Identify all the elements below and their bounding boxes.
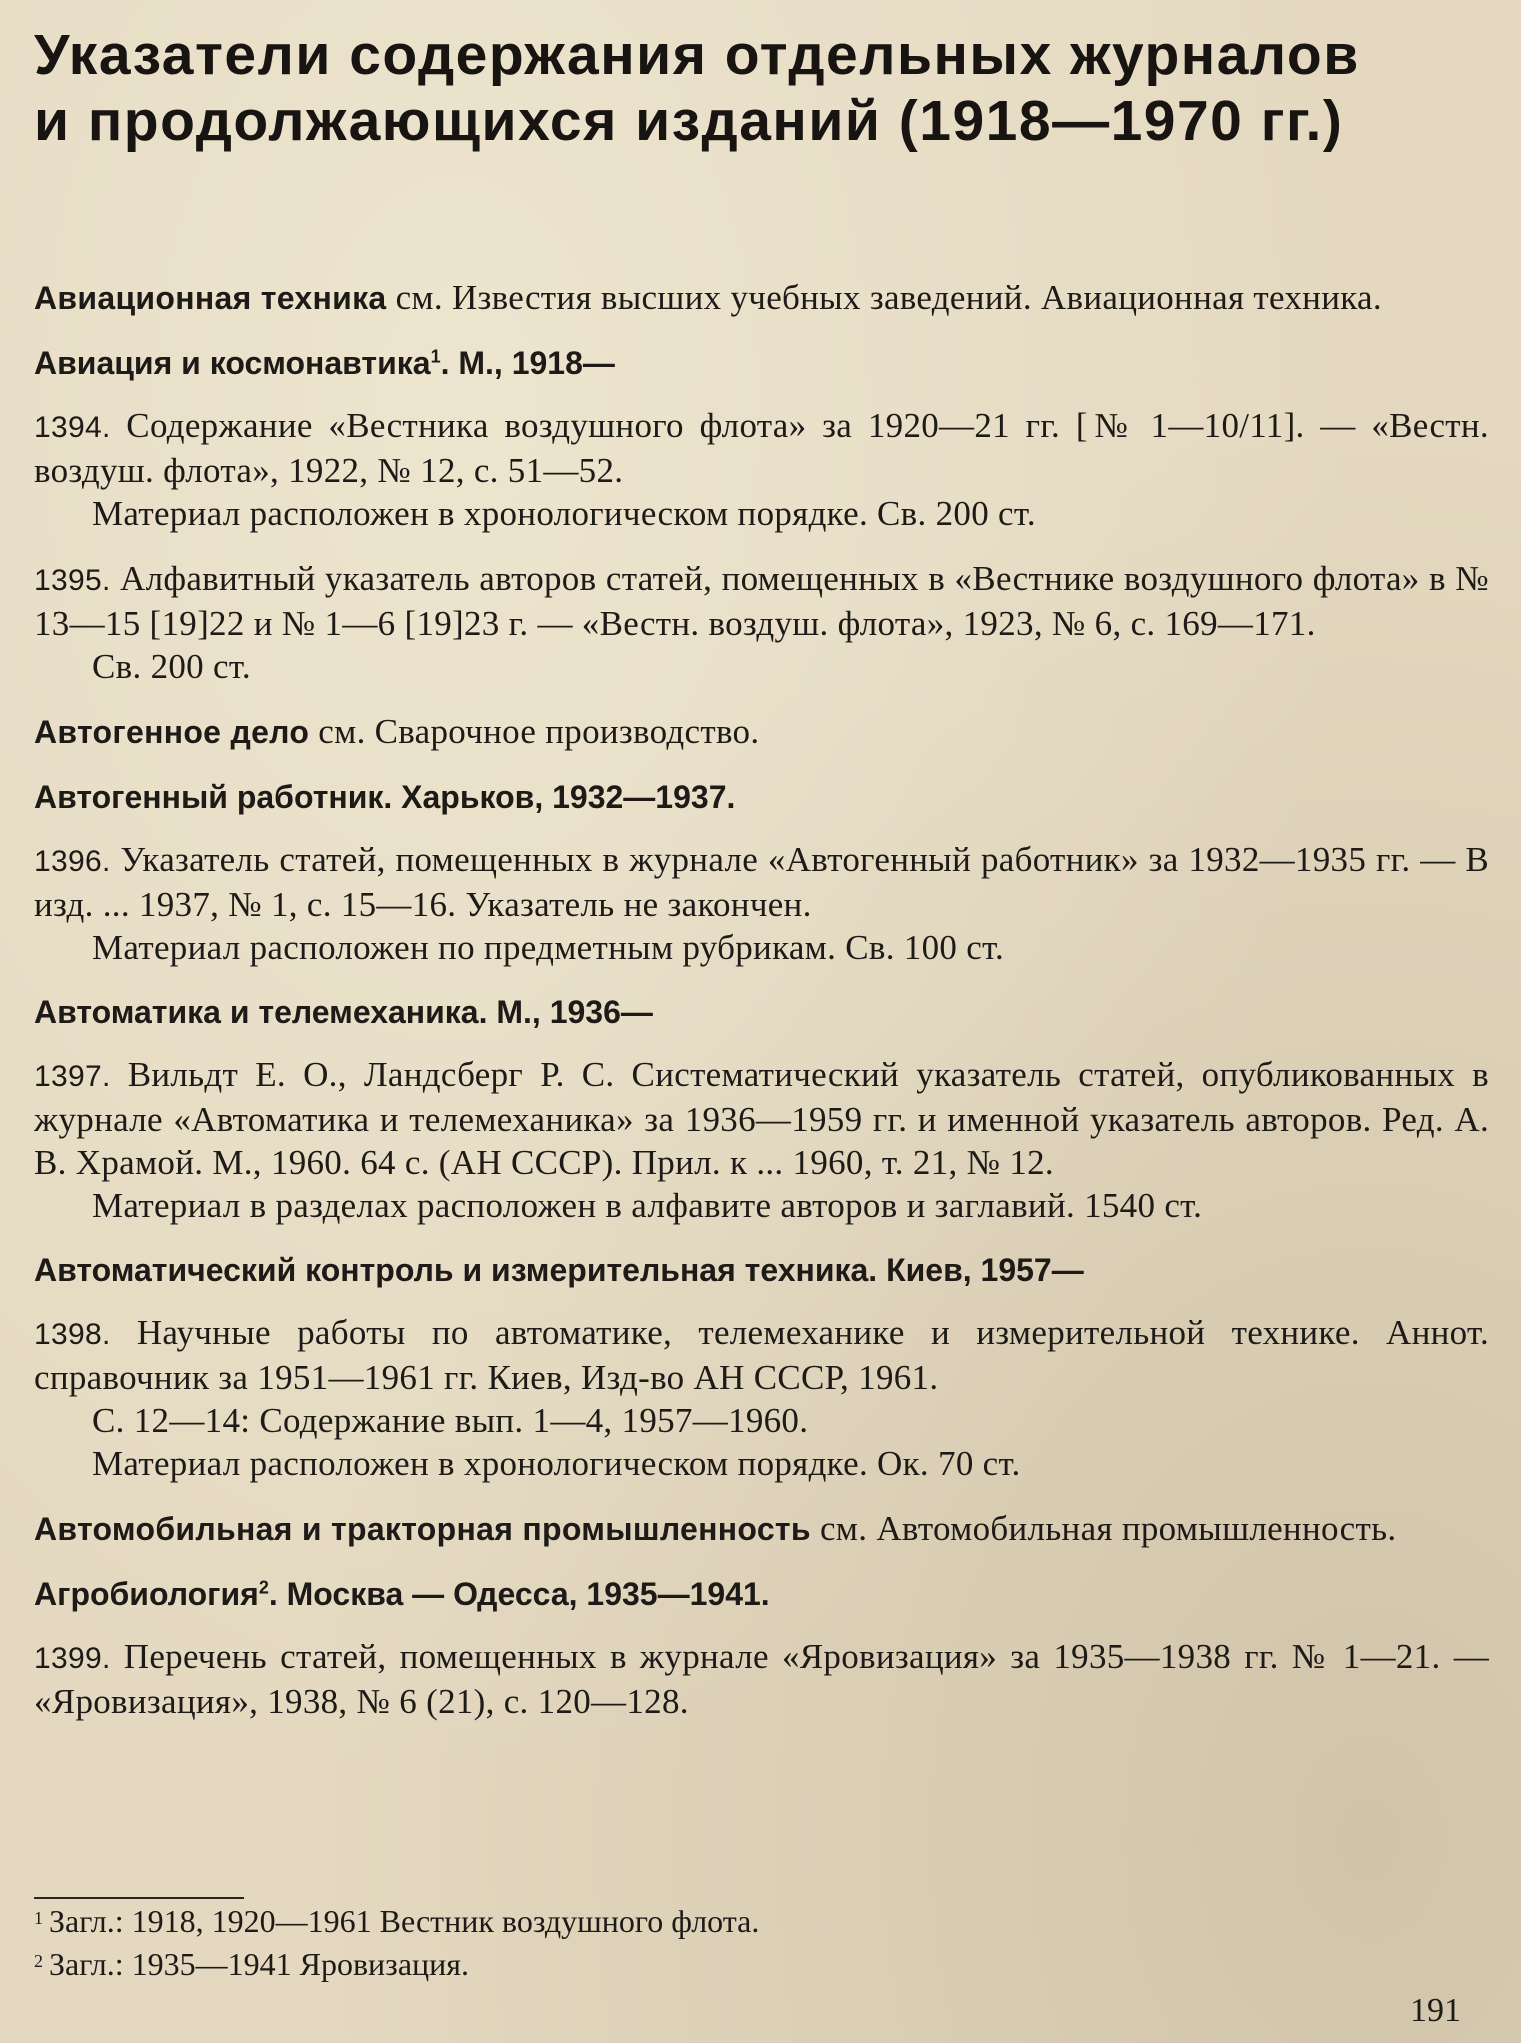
entry-number: 1398. <box>34 1318 111 1351</box>
entry-text: Научные работы по автоматике, телемеханике и измерительной технике. Аннот. справочник за 1951—1961 гг. Киев, Изд-во АН СССР, 1961. <box>34 1313 1489 1397</box>
page-title-line-2: и продолжающихся изданий (1918—1970 гг.) <box>34 89 1344 153</box>
entry-text: Перечень статей, помещенных в журнале «Яровизация» за 1935—1938 гг. № 1—21. — «Яровизация», 1938, № 6 (21), с. 120—128. <box>34 1637 1489 1721</box>
footnote-mark: 2 <box>34 1951 43 1971</box>
journal-heading-title: Авиация и космонавтика <box>34 345 431 381</box>
bibliographic-entry <box>34 1635 1489 1723</box>
journal-heading <box>34 776 1489 818</box>
journal-heading-imprint: . М., 1918— <box>440 345 615 381</box>
entry-number: 1399. <box>34 1642 111 1675</box>
entry-text: Содержание «Вестника воздушного флота» за 1920—21 гг. [№ 1—10/11]. — «Вестн. воздуш. флота», 1922, № 12, с. 51—52. <box>34 406 1489 490</box>
entry-text: Вильдт Е. О., Ландсберг Р. С. Систематический указатель статей, опубликованных в журнале «Автоматика и телемеханика» за 1936—1959 гг. и именной указатель авторов. Ред. А. В. Храмой. М., 1960. 64 с. (АН СССР). Прил. к ... 1960, т. 21, № 12. <box>34 1055 1489 1182</box>
bibliographic-entry <box>34 1053 1489 1184</box>
footnote-text: Загл.: 1935—1941 Яровизация. <box>49 1946 469 1982</box>
entry-annotation: Св. 200 ст. <box>92 647 251 686</box>
journal-heading <box>34 1249 1489 1291</box>
cross-reference <box>34 1507 1489 1551</box>
entry-contents-note: С. 12—14: Содержание вып. 1—4, 1957—1960. <box>92 1401 809 1440</box>
footnotes <box>34 1898 1489 1984</box>
page-number: 191 <box>1410 1992 1461 2029</box>
footnote-text: Загл.: 1918, 1920—1961 Вестник воздушного флота. <box>49 1903 760 1939</box>
footnote <box>34 1898 1489 1941</box>
entry-annotation: Материал расположен по предметным рубрикам. Св. 100 ст. <box>92 928 1005 967</box>
bibliographic-entry <box>34 404 1489 492</box>
footnote-mark: 1 <box>34 1908 43 1928</box>
journal-heading-title: Агробиология <box>34 1576 259 1612</box>
journal-heading-title: Автоматический контроль и измерительная техника. Киев, 1957— <box>34 1252 1084 1288</box>
cross-reference-headword: Автомобильная и тракторная промышленность <box>34 1511 811 1547</box>
cross-reference-text: см. Автомобильная промышленность. <box>810 1509 1397 1548</box>
page-title-line-1: Указатели содержания отдельных журналов <box>34 23 1360 87</box>
cross-reference-headword: Автогенное дело <box>34 714 310 750</box>
bibliographic-entry <box>34 557 1489 645</box>
entry-annotation: Материал расположен в хронологическом порядке. Ок. 70 ст. <box>92 1444 1021 1483</box>
page-content <box>34 22 1489 1723</box>
footnote-reference: 1 <box>430 346 441 367</box>
journal-heading <box>34 342 1489 384</box>
entry-number: 1396. <box>34 845 111 878</box>
entry-annotation: Материал расположен в хронологическом порядке. Св. 200 ст. <box>92 494 1036 533</box>
cross-reference <box>34 276 1489 320</box>
entry-text: Указатель статей, помещенных в журнале «Автогенный работник» за 1932—1935 гг. — В изд. ... 1937, № 1, с. 15—16. Указатель не закончен. <box>34 840 1489 924</box>
cross-reference-text: см. Известия высших учебных заведений. Авиационная техника. <box>386 278 1382 317</box>
entry-number: 1397. <box>34 1060 111 1093</box>
journal-heading-title: Автоматика и телемеханика. М., 1936— <box>34 994 653 1030</box>
entry-text: Алфавитный указатель авторов статей, помещенных в «Вестнике воздушного флота» в № 13—15 [19]22 и № 1—6 [19]23 г. — «Вестн. воздуш. флота», 1923, № 6, с. 169—171. <box>34 559 1489 643</box>
journal-heading-title: Автогенный работник. Харьков, 1932—1937. <box>34 779 736 815</box>
page-title <box>34 22 1489 154</box>
footnote-reference: 2 <box>258 1577 269 1598</box>
journal-heading <box>34 1573 1489 1615</box>
bibliographic-entry <box>34 1311 1489 1399</box>
entry-number: 1394. <box>34 411 111 444</box>
journal-heading-imprint: . Москва — Одесса, 1935—1941. <box>268 1576 770 1612</box>
journal-heading <box>34 991 1489 1033</box>
cross-reference <box>34 710 1489 754</box>
bibliographic-entry <box>34 838 1489 926</box>
entry-annotation: Материал в разделах расположен в алфавите авторов и заглавий. 1540 ст. <box>92 1186 1203 1225</box>
cross-reference-text: см. Сварочное производство. <box>309 712 760 751</box>
entry-number: 1395. <box>34 564 111 597</box>
footnote <box>34 1941 1489 1984</box>
cross-reference-headword: Авиационная техника <box>34 280 387 316</box>
